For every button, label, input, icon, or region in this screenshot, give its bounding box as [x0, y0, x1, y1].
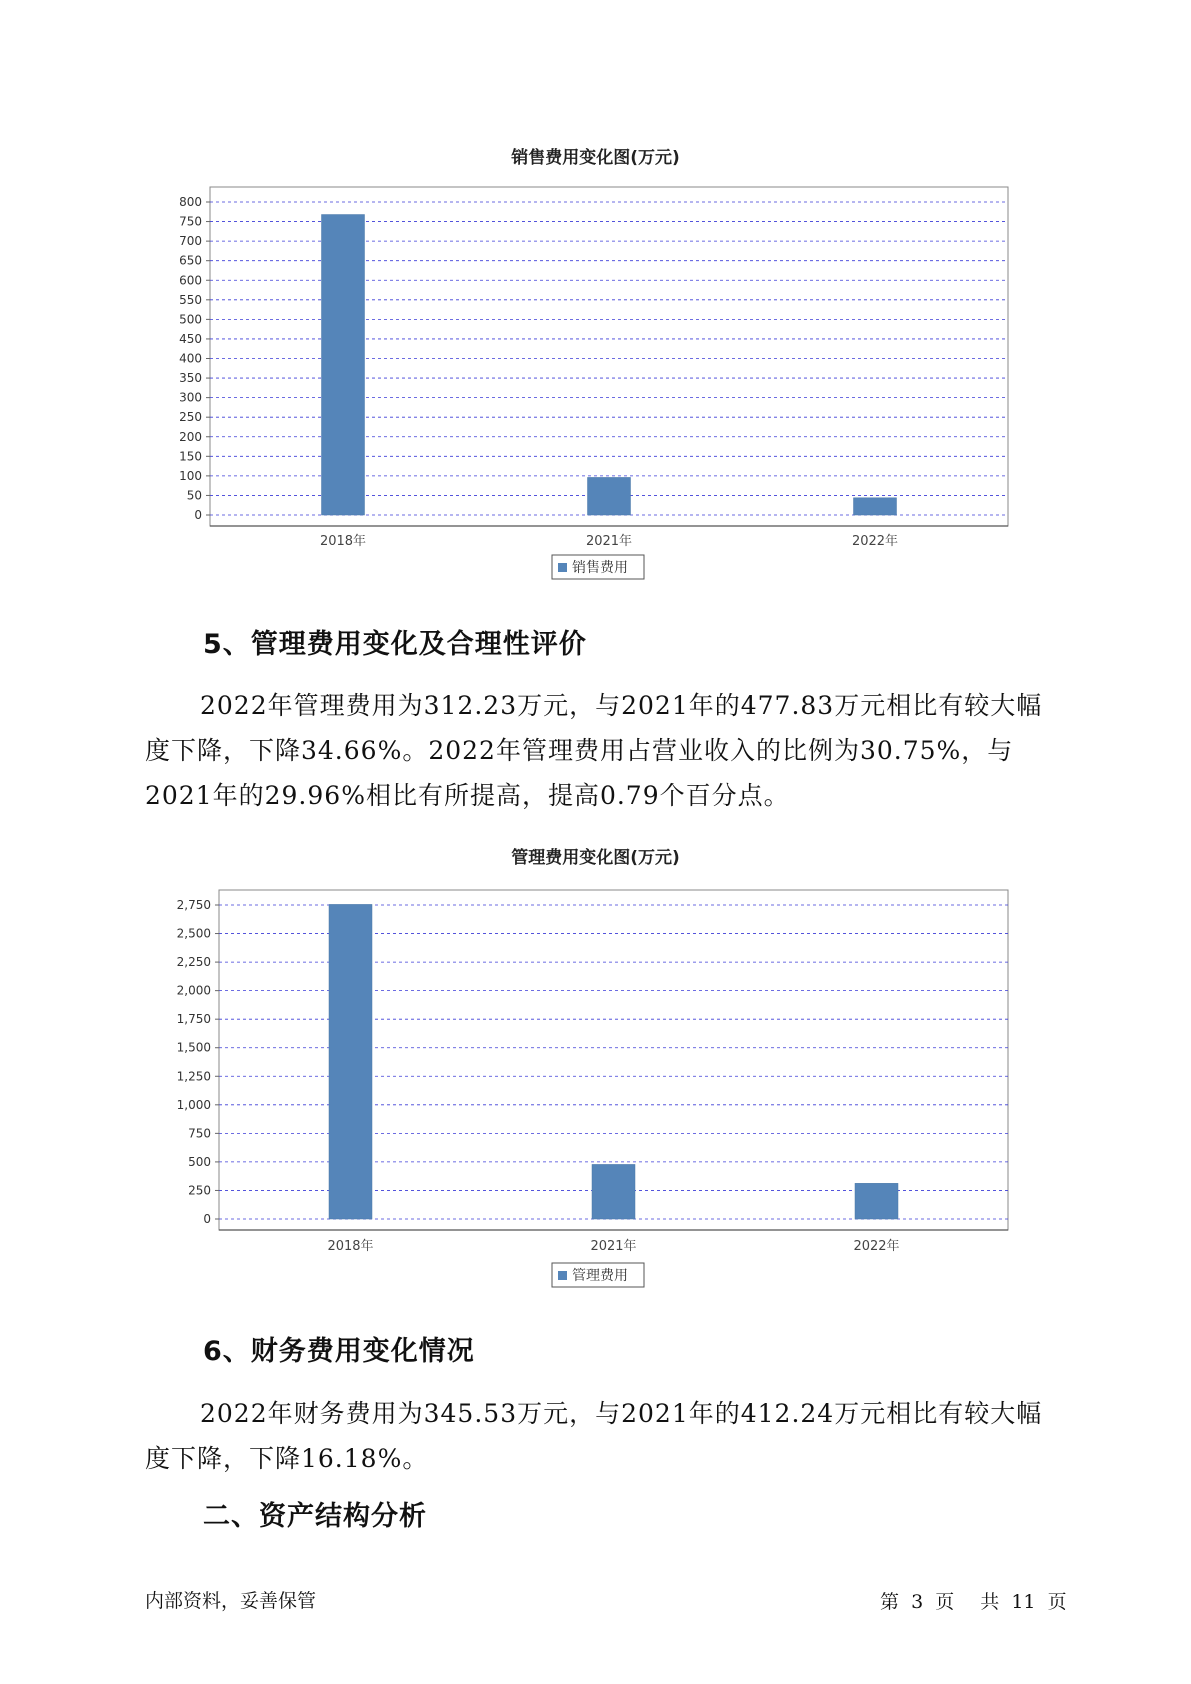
y-tick-label: 750	[179, 214, 202, 229]
y-tick-label: 400	[179, 351, 202, 366]
page-word: 页	[935, 1591, 955, 1613]
y-tick-label: 2,500	[176, 926, 211, 941]
y-tick-label: 150	[179, 449, 202, 464]
y-tick-label: 250	[179, 410, 202, 425]
total-num: 11	[1011, 1591, 1036, 1613]
y-tick-label: 1,500	[176, 1040, 211, 1055]
sales-expense-chart	[0, 160, 1191, 600]
legend-swatch	[558, 563, 567, 572]
x-tick-label: 2018年	[327, 1239, 374, 1254]
bar	[854, 498, 897, 515]
chart-title-sales: 销售费用变化图(万元)	[511, 148, 680, 168]
y-tick-label: 2,750	[176, 898, 211, 912]
y-tick-label: 200	[179, 429, 202, 444]
y-tick-label: 500	[188, 1154, 211, 1169]
total-prefix: 共	[980, 1591, 1000, 1613]
page-num: 3	[911, 1591, 924, 1613]
section-6-heading: 6、财务费用变化情况	[203, 1336, 475, 1367]
y-tick-label: 2,250	[176, 955, 211, 970]
chart-title-admin: 管理费用变化图(万元)	[511, 848, 680, 868]
y-tick-label: 50	[186, 488, 202, 503]
footer-confidential: 内部资料，妥善保管	[145, 1590, 317, 1612]
legend-label: 管理费用	[572, 1268, 628, 1284]
bar	[588, 477, 631, 515]
y-tick-label: 1,250	[176, 1069, 211, 1084]
y-tick-label: 0	[203, 1212, 211, 1226]
bar	[329, 904, 372, 1219]
legend-label: 销售费用	[572, 560, 628, 576]
admin-expense-chart	[0, 860, 1191, 1300]
x-tick-label: 2021年	[590, 1239, 637, 1254]
y-tick-label: 600	[179, 273, 202, 288]
y-tick-label: 500	[179, 312, 202, 327]
y-tick-label: 300	[179, 390, 202, 405]
y-tick-label: 550	[179, 292, 202, 307]
x-tick-label: 2022年	[851, 534, 899, 549]
y-tick-label: 650	[179, 253, 202, 268]
bar	[855, 1183, 898, 1219]
y-tick-label: 2,000	[176, 983, 211, 998]
y-tick-label: 450	[179, 331, 202, 346]
page-prefix: 第	[880, 1591, 900, 1613]
legend-swatch	[558, 1271, 567, 1280]
y-tick-label: 100	[179, 468, 202, 483]
y-tick-label: 1,750	[176, 1012, 211, 1027]
section-6-paragraph: 2022年财务费用为345.53万元，与2021年的412.24万元相比有较大幅度下降，下降16.18%。	[145, 1399, 1043, 1473]
x-tick-label: 2018年	[319, 534, 367, 549]
y-tick-label: 1,000	[176, 1097, 211, 1112]
bar	[322, 215, 365, 515]
x-tick-label: 2021年	[585, 534, 633, 549]
y-tick-label: 350	[179, 371, 202, 386]
total-word: 页	[1047, 1591, 1067, 1613]
section-5-heading: 5、管理费用变化及合理性评价	[203, 629, 587, 660]
footer-page-number	[880, 1587, 1073, 1614]
section-2-heading: 二、资产结构分析	[203, 1501, 427, 1532]
y-tick-label: 250	[188, 1183, 211, 1198]
x-tick-label: 2022年	[853, 1239, 900, 1254]
y-tick-label: 700	[179, 234, 202, 249]
y-tick-label: 0	[194, 508, 202, 522]
bar	[592, 1164, 635, 1219]
y-tick-label: 750	[188, 1126, 211, 1141]
y-tick-label: 800	[179, 195, 202, 209]
section-5-paragraph: 2022年管理费用为312.23万元，与2021年的477.83万元相比有较大幅度下降，下降34.66%。2022年管理费用占营业收入的比例为30.75%，与2021年的29.96%相比有所提高，提高0.79个百分点。	[145, 691, 1043, 810]
